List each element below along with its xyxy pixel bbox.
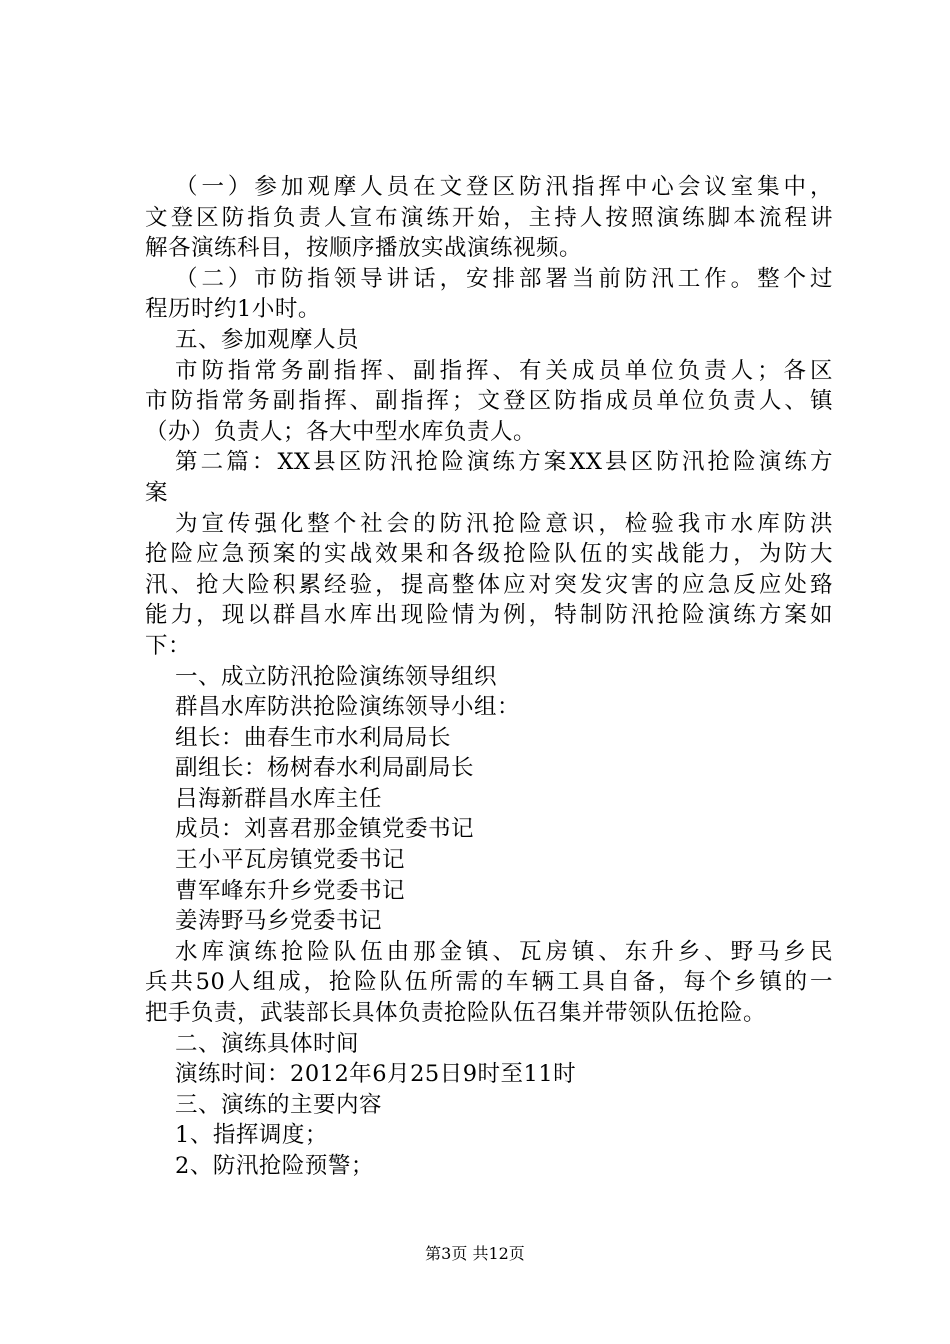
text-line-15: 能力，现以群昌水库出现险情为例，特制防汛抢险演练方案如 — [145, 602, 833, 629]
chapter-title-line-1: 第二篇：XX县区防汛抢险演练方案XX县区防汛抢险演练方 — [175, 449, 833, 476]
text-line-16: 下： — [145, 632, 192, 659]
text-line-9: （办）负责人；各大中型水库负责人。 — [145, 418, 537, 445]
text-line-2: 文登区防指负责人宣布演练开始，主持人按照演练脚本流程讲 — [145, 204, 833, 231]
text-line-20: 副组长：杨树春水利局副局长 — [175, 755, 475, 782]
text-line-28: 把手负责，武装部长具体负责抢险队伍召集并带领队伍抢险。 — [145, 1000, 767, 1027]
text-line-13: 抢险应急预案的实战效果和各级抢险队伍的实战能力，为防大 — [145, 541, 833, 568]
text-line-23: 王小平瓦房镇党委书记 — [175, 847, 406, 874]
text-line-27: 兵共50人组成，抢险队伍所需的车辆工具自备，每个乡镇的一 — [145, 969, 833, 996]
text-line-33: 2、防汛抢险预警； — [175, 1153, 374, 1179]
text-line-32: 1、指挥调度； — [175, 1122, 328, 1149]
text-line-8: 市防指常务副指挥、副指挥；文登区防指成员单位负责人、镇 — [145, 388, 833, 415]
section-heading-1: 一、成立防汛抢险演练领导组织 — [175, 663, 498, 690]
document-body — [145, 172, 833, 1182]
chapter-title-line-2: 案 — [145, 479, 169, 506]
text-line-26: 水库演练抢险队伍由那金镇、瓦房镇、东升乡、野马乡民 — [175, 938, 833, 965]
page-footer: 第3页 共12页 — [425, 1244, 525, 1263]
text-line-19: 组长：曲春生市水利局局长 — [175, 724, 452, 751]
text-line-25: 姜涛野马乡党委书记 — [175, 908, 383, 935]
text-line-12: 为宣传强化整个社会的防汛抢险意识，检验我市水库防洪 — [175, 510, 833, 537]
text-line-21: 吕海新群昌水库主任 — [175, 785, 383, 812]
text-line-5: 程历时约1小时。 — [145, 296, 321, 323]
section-heading-3: 三、演练的主要内容 — [175, 1091, 383, 1118]
text-line-22: 成员：刘喜君那金镇党委书记 — [175, 816, 475, 843]
text-line-24: 曹军峰东升乡党委书记 — [175, 877, 406, 904]
section-heading-5: 五、参加观摩人员 — [175, 326, 360, 353]
text-line-30: 演练时间：2012年6月25日9时至11时 — [175, 1061, 577, 1088]
text-line-3: 解各演练科目，按顺序播放实战演练视频。 — [145, 235, 583, 262]
text-line-14: 汛、抢大险积累经验，提高整体应对突发灾害的应急反应处臵 — [145, 571, 833, 598]
text-line-7: 市防指常务副指挥、副指挥、有关成员单位负责人；各区 — [175, 357, 833, 384]
section-heading-2: 二、演练具体时间 — [175, 1030, 360, 1057]
text-line-4: （二）市防指领导讲话，安排部署当前防汛工作。整个过 — [175, 265, 833, 292]
text-line-1: （一）参加观摩人员在文登区防汛指挥中心会议室集中， — [175, 174, 833, 200]
text-line-18: 群昌水库防洪抢险演练领导小组： — [175, 694, 521, 721]
